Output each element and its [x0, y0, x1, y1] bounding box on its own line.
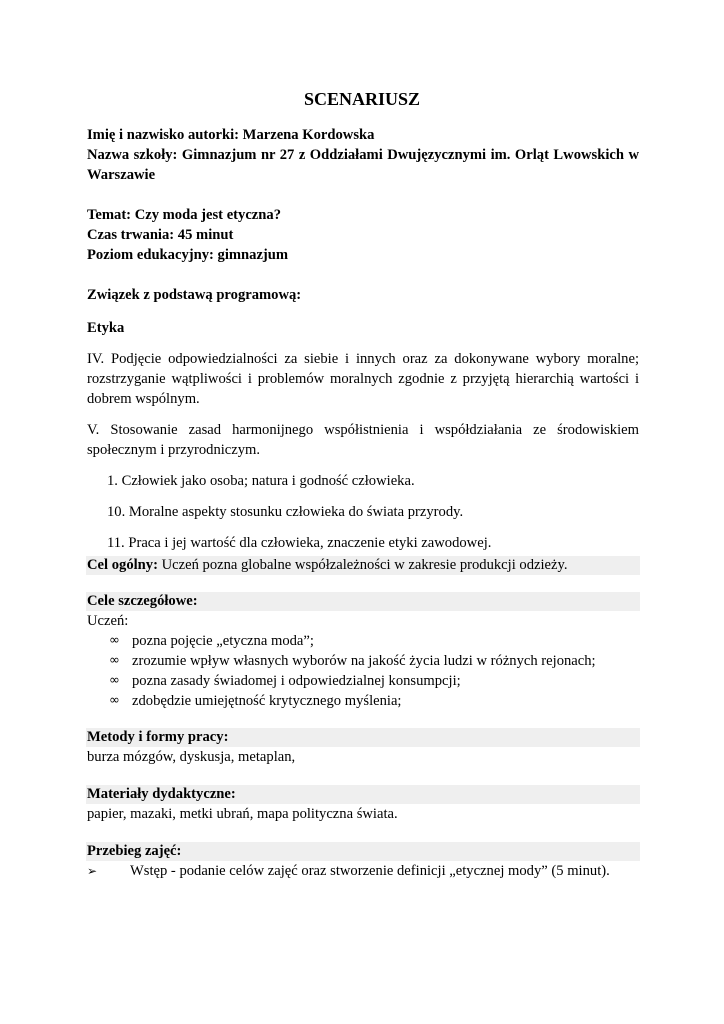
list-item [87, 631, 639, 651]
list-item-text: zdobędzie umiejętność krytycznego myślenia; [132, 693, 402, 709]
school-line: Nazwa szkoły: Gimnazjum nr 27 z Oddziałami Dwujęzycznymi im. Orląt Lwowskich w Warszawie [87, 147, 639, 183]
procedure-heading: Przebieg zajęć: [86, 842, 640, 861]
procedure-step-text: Wstęp - podanie celów zajęć oraz stworzenie definicji „etycznej mody” (5 minut). [130, 863, 610, 879]
general-goal-row [86, 556, 640, 575]
infinity-bullet-icon: ∞ [109, 633, 120, 648]
general-goal-text: Uczeń pozna globalne współzależności w zakresie produkcji odzieży. [157, 557, 568, 573]
infinity-bullet-icon: ∞ [109, 653, 120, 668]
list-item-text: pozna pojęcie „etyczna moda”; [132, 633, 314, 649]
curriculum-item: 10. Moralne aspekty stosunku człowieka do świata przyrody. [107, 504, 464, 520]
infinity-bullet-icon: ∞ [109, 673, 120, 688]
specific-goals-list [87, 631, 639, 711]
subject-heading: Etyka [87, 320, 125, 336]
list-item-text: pozna zasady świadomej i odpowiedzialnej konsumpcji; [132, 673, 461, 689]
infinity-bullet-icon: ∞ [109, 693, 120, 708]
methods-heading: Metody i formy pracy: [86, 728, 640, 747]
level-line: Poziom edukacyjny: gimnazjum [87, 247, 289, 263]
curriculum-point-v: V. Stosowanie zasad harmonijnego współistnienia i współdziałania ze środowiskiem społecznym i przyrodniczym. [87, 422, 639, 458]
list-item [87, 651, 639, 671]
topic-line: Temat: Czy moda jest etyczna? [87, 207, 281, 223]
author-line: Imię i nazwisko autorki: Marzena Kordowska [87, 127, 375, 143]
document-title: SCENARIUSZ [303, 89, 421, 109]
specific-goals-intro: Uczeń: [87, 613, 129, 629]
curriculum-heading: Związek z podstawą programową: [87, 287, 302, 303]
specific-goals-heading: Cele szczegółowe: [86, 592, 640, 611]
procedure-step [87, 861, 639, 881]
list-item [87, 671, 639, 691]
materials-heading: Materiały dydaktyczne: [86, 785, 640, 804]
list-item-text: zrozumie wpływ własnych wyborów na jakość życia ludzi w różnych rejonach; [132, 653, 596, 669]
arrow-bullet-icon: ➢ [87, 864, 98, 878]
materials-text: papier, mazaki, metki ubrań, mapa polityczna świata. [87, 806, 398, 822]
curriculum-item: 11. Praca i jej wartość dla człowieka, znaczenie etyki zawodowej. [107, 535, 492, 551]
duration-line: Czas trwania: 45 minut [87, 227, 234, 243]
list-item [87, 691, 639, 711]
curriculum-point-iv: IV. Podjęcie odpowiedzialności za siebie i innych oraz za dokonywane wybory moralne; rozstrzyganie wątpliwości i problemów moralnych zgodnie z przyjętą hierarchią wartości i dobrem wspólnym. [87, 351, 639, 407]
curriculum-item: 1. Człowiek jako osoba; natura i godność człowieka. [107, 473, 415, 489]
methods-text: burza mózgów, dyskusja, metaplan, [87, 749, 296, 765]
document-body [87, 125, 639, 881]
general-goal-label: Cel ogólny: [87, 557, 158, 573]
